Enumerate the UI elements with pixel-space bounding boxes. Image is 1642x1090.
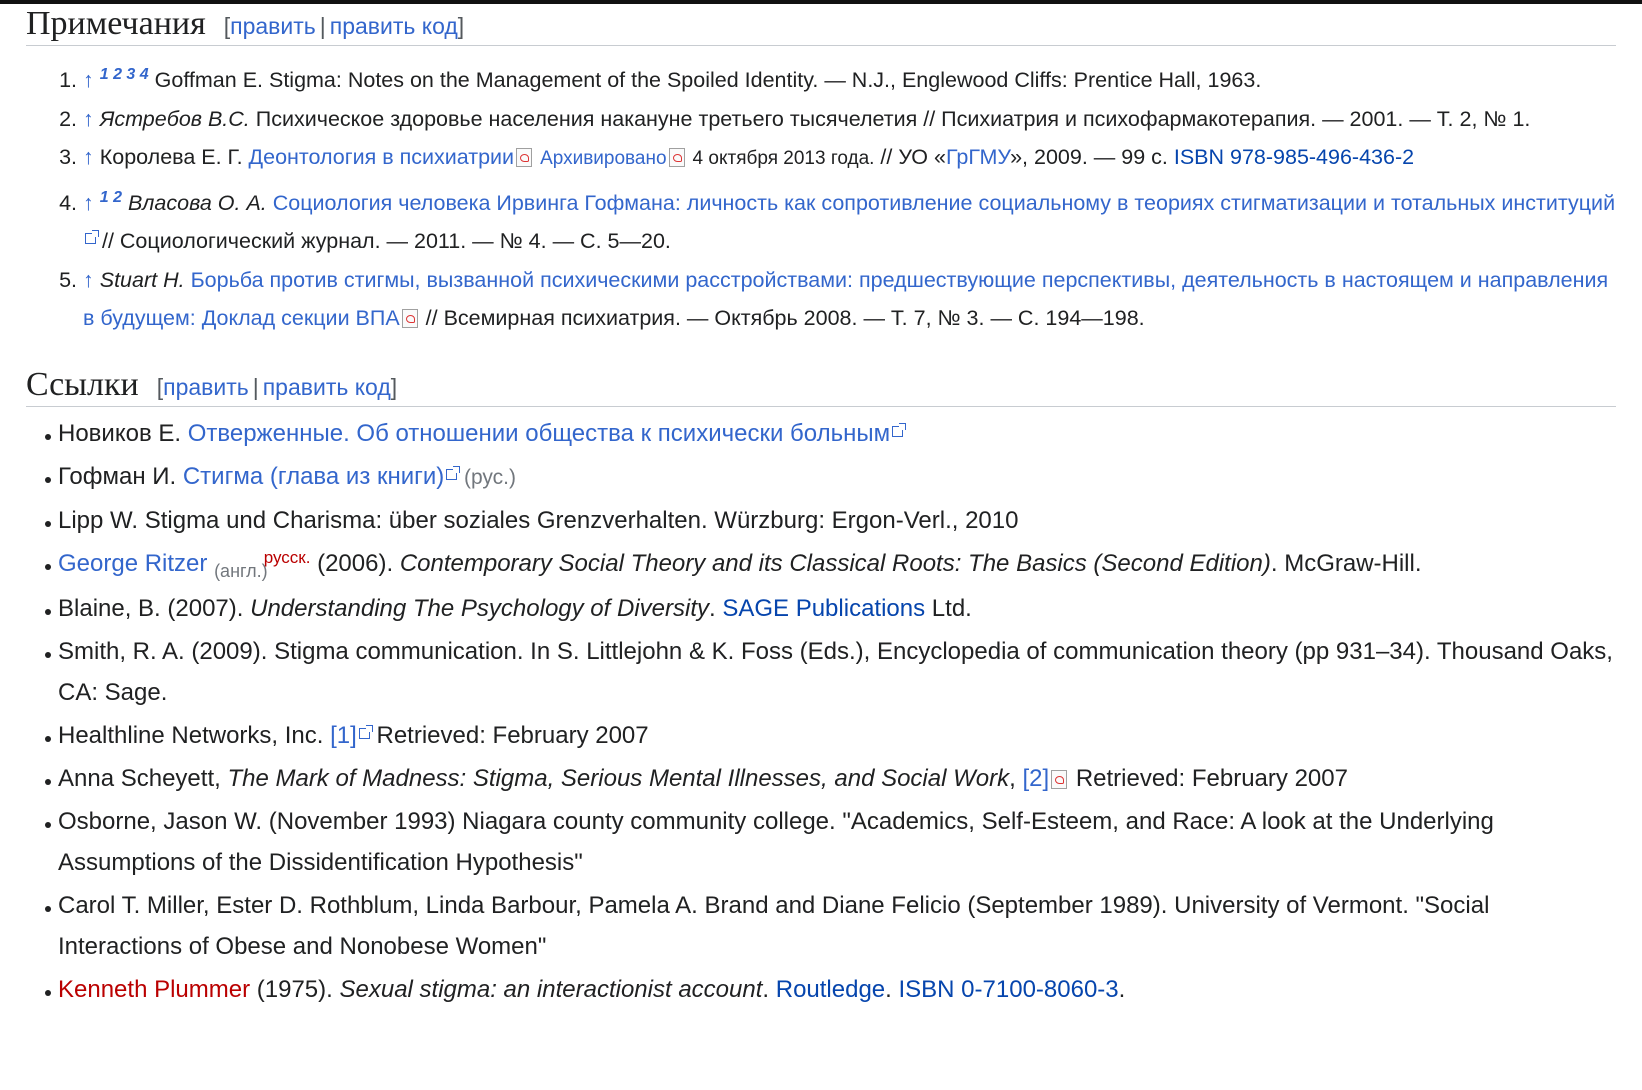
note-author: Ястребов В.С. — [99, 106, 250, 131]
list-item: Carol T. Miller, Ester D. Rothblum, Linda Barbour, Pamela A. Brand and Diane Felicio (September 1989). University of Vermont. "Social Interactions of Obese and Nonobese Women" — [58, 885, 1616, 967]
publisher-link[interactable]: SAGE Publications — [722, 594, 926, 622]
list-item: Anna Scheyett, The Mark of Madness: Stigma, Serious Mental Illnesses, and Social Work, [2] Retrieved: February 2007 — [58, 758, 1616, 799]
author-link[interactable]: George Ritzer — [58, 549, 208, 577]
notes-heading — [26, 4, 1616, 46]
publisher-link[interactable]: Routledge — [775, 975, 886, 1003]
content — [26, 4, 1616, 1012]
isbn-link[interactable]: ISBN 978-985-496-436-2 — [1173, 145, 1415, 170]
list-item: Smith, R. A. (2009). Stigma communication. In S. Littlejohn & K. Foss (Eds.), Encyclopedia of communication theory (pp 931–34). Thousand Oaks, CA: Sage. — [58, 631, 1616, 713]
note-item: 3. ↑ Королева Е. Г. Деонтология в психиатрии Архивировано 4 октября 2013 года. // УО «ГрГМУ», 2009. — 99 с. ISBN 978-985-496-436-2 — [83, 138, 1616, 179]
links-edit-section: [править | править код] — [156, 373, 398, 400]
note-item: 4. ↑ $^{1 2}$ Власова О. А. Социология человека Ирвинга Гофмана: личность как сопротивление социальному в теориях стигматизации и тотальных институций // Социологический журнал. — 2011. — № 4. — С. 5—20. — [83, 179, 1616, 261]
note-item: 5. ↑ Stuart H. Борьба против стигмы, вызванной психическими расстройствами: предшествующие перспективы, деятельность в настоящем и направления в будущем: Доклад секции ВПА // Всемирная психиатрия. — Октябрь 2008. — Т. 7, № 3. — С. 194—198. — [83, 261, 1616, 338]
interwiki-link[interactable]: русск. — [263, 547, 311, 567]
author-link-missing[interactable]: Kenneth Plummer — [58, 975, 251, 1003]
links-heading — [26, 365, 1616, 407]
external-link-icon — [85, 233, 96, 244]
pdf-icon — [669, 148, 685, 167]
edit-link[interactable]: править — [163, 373, 249, 400]
external-link-icon — [359, 728, 370, 739]
backlink-refs[interactable]: 1 2 — [99, 188, 122, 206]
note-item: 1. ↑ $^{1 2 3 4}$ Goffman E. Stigma: Notes on the Management of the Spoiled Identity. — N.J., Englewood Cliffs: Prentice Hall, 1963. — [83, 56, 1616, 100]
note-link[interactable]: Деонтология в психиатрии — [248, 145, 515, 170]
backlink-arrow[interactable]: ↑ — [83, 145, 94, 170]
list-item: Healthline Networks, Inc. [1] Retrieved: February 2007 — [58, 715, 1616, 756]
note-author: Власова О. А. — [127, 190, 267, 215]
links-list — [26, 413, 1616, 1010]
edit-link[interactable]: править — [230, 13, 316, 39]
pdf-icon — [516, 148, 532, 167]
external-link-icon — [892, 426, 903, 437]
isbn-link[interactable]: ISBN 0-7100-8060-3 — [898, 975, 1119, 1003]
pdf-icon — [402, 309, 418, 328]
external-link[interactable]: [2] — [1022, 764, 1050, 792]
pdf-icon — [1051, 770, 1067, 789]
note-link[interactable]: Социология человека Ирвинга Гофмана: личность как сопротивление социальному в теориях стигматизации и тотальных институций — [272, 190, 1616, 215]
external-link-icon — [446, 469, 457, 480]
backlink-arrow[interactable]: ↑ — [83, 106, 94, 131]
backlink-arrow[interactable]: ↑ — [83, 190, 94, 215]
backlink-refs[interactable]: 1 2 3 4 — [99, 66, 149, 83]
external-link[interactable]: [1] — [330, 721, 357, 749]
section-title-notes: Примечания — [26, 5, 206, 42]
backlink-arrow[interactable]: ↑ — [83, 68, 94, 93]
list-item: Osborne, Jason W. (November 1993) Niagara county community college. "Academics, Self-Esteem, and Race: A look at the Underlying Assumptions of the Dissidentification Hypothesis" — [58, 801, 1616, 883]
note-link[interactable]: Борьба против стигмы, вызванной психическими расстройствами: предшествующие перспективы, деятельность в настоящем и направления в будущем: Доклад секции ВПА — [83, 267, 1609, 331]
edit-source-link[interactable]: править код — [329, 13, 458, 39]
note-item: 2. ↑ Ястребов В.С. Психическое здоровье населения накануне третьего тысячелетия // Психиатрия и психофармакотерапия. — 2001. — Т. 2, № 1. — [83, 100, 1616, 139]
external-link[interactable]: Стигма (глава из книги) — [182, 462, 445, 490]
note-author: Королева Е. Г. — [99, 145, 243, 170]
archive-link[interactable]: Архивировано — [540, 148, 667, 170]
edit-source-link[interactable]: править код — [262, 373, 391, 400]
list-item: George Ritzer $_{(англ.)}^{русск.}$ (2006). Contemporary Social Theory and its Classical Roots: The Basics (Second Edition). McGraw-Hill. — [58, 543, 1616, 586]
language-label: (англ.) — [214, 560, 268, 581]
external-link[interactable]: Отверженные. Об отношении общества к психически больным — [187, 419, 891, 447]
list-item: Новиков Е. Отверженные. Об отношении общества к психически больным — [58, 413, 1616, 454]
list-item: Гофман И. Стигма (глава из книги) (рус.) — [58, 456, 1616, 498]
list-item: Lipp W. Stigma und Charisma: über soziales Grenzverhalten. Würzburg: Ergon-Verl., 2010 — [58, 500, 1616, 541]
backlink-arrow[interactable]: ↑ — [83, 267, 94, 292]
list-item: Kenneth Plummer (1975). Sexual stigma: an interactionist account. Routledge. ISBN 0-7100-8060-3. — [58, 969, 1616, 1010]
notes-edit-section: [править | править код] — [223, 13, 465, 39]
university-link[interactable]: ГрГМУ — [945, 145, 1011, 170]
section-title-links: Ссылки — [26, 365, 139, 403]
notes-list — [26, 56, 1616, 338]
note-author: Stuart H. — [99, 267, 185, 292]
list-item: Blaine, B. (2007). Understanding The Psychology of Diversity. SAGE Publications Ltd. — [58, 588, 1616, 629]
language-label: (рус.) — [463, 465, 517, 489]
